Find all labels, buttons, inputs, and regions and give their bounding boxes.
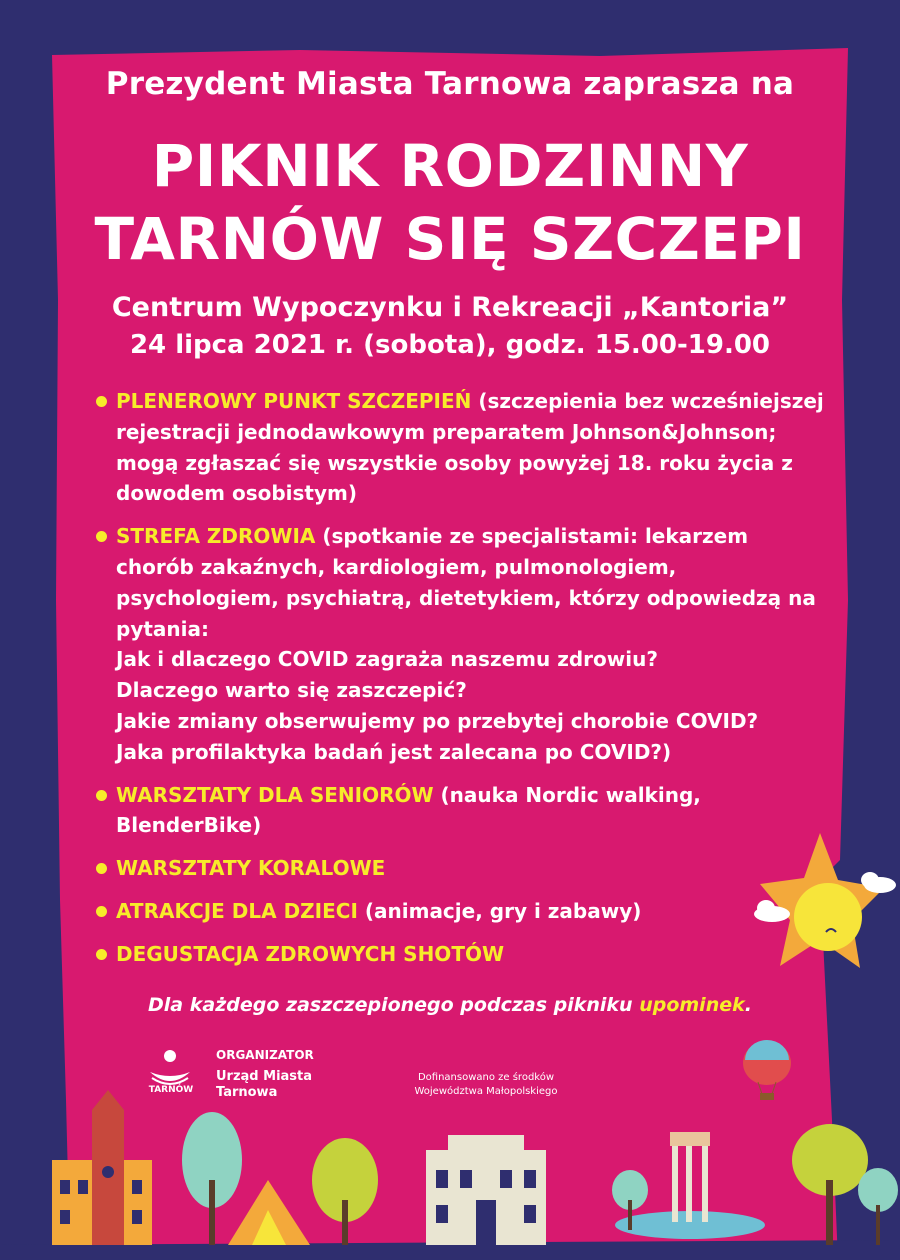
bullet-dot-icon <box>96 790 107 801</box>
list-item <box>96 853 826 884</box>
question-line: Dlaczego warto się zaszczepić? <box>116 678 467 703</box>
item-detail: (szczepienia bez wcześniejszej rejestracji jednodawkowym preparatem Johnson&Johnson; mogą zgłaszać się wszystkie osoby powyżej 18. roku życia z dowodem osobistym) <box>116 389 824 506</box>
question-line: Jaka profilaktyka badań jest zalecana po COVID?) <box>116 739 672 764</box>
item-detail: (nauka Nordic walking, BlenderBike) <box>116 782 701 838</box>
date-text: 24 lipca 2021 r. (sobota), godz. 15.00-19.00 <box>129 330 771 360</box>
question-line: Jak i dlaczego COVID zagraża naszemu zdrowiu? <box>116 647 658 672</box>
castle-building-icon <box>426 1135 546 1245</box>
list-item <box>96 939 826 970</box>
funding-line-1: Dofinansowano ze środków <box>417 1072 555 1083</box>
item-detail: (animacje, gry i zabawy) <box>357 898 642 923</box>
tree-icon <box>858 1168 898 1245</box>
tagline-end: . <box>744 994 752 1016</box>
venue-text: Centrum Wypoczynku i Rekreacji „Kantoria” <box>111 292 789 323</box>
item-detail: (spotkanie ze specjalistami: lekarzem chorób zakaźnych, kardiologiem, pulmonologiem, psychologiem, psychiatrą, dietetykiem, którzy odpowiedzą na pytania: <box>116 524 816 641</box>
organizer-name: Urząd Miasta Tarnowa <box>216 1069 313 1100</box>
attractions-list <box>96 386 826 982</box>
item-highlight: ATRAKCJE DLA DZIECI <box>116 898 358 923</box>
invite-heading: Prezydent Miasta Tarnowa zaprasza na <box>105 66 795 102</box>
funding-line-2: Województwa Małopolskiego <box>414 1086 558 1097</box>
item-highlight: DEGUSTACJA ZDROWYCH SHOTÓW <box>116 941 505 966</box>
list-item <box>96 896 826 927</box>
title-line-1: PIKNIK RODZINNY <box>151 132 749 200</box>
bullet-dot-icon <box>96 906 107 917</box>
tagline-highlight: upominek <box>639 994 745 1016</box>
tagline-text: Dla każdego zaszczepionego podczas pikniku <box>148 994 640 1016</box>
bullet-dot-icon <box>96 531 107 542</box>
list-item <box>96 386 826 509</box>
bullet-dot-icon <box>96 863 107 874</box>
bullet-dot-icon <box>96 396 107 407</box>
item-highlight: PLENEROWY PUNKT SZCZEPIEŃ <box>116 389 472 413</box>
list-item <box>96 780 826 842</box>
organizer-label: ORGANIZATOR <box>216 1048 314 1062</box>
bullet-dot-icon <box>96 949 107 960</box>
question-line: Jakie zmiany obserwujemy po przebytej chorobie COVID? <box>116 708 759 733</box>
title-line-2: TARNÓW SIĘ SZCZEPI <box>94 205 806 273</box>
item-highlight: WARSZTATY KORALOWE <box>116 856 386 881</box>
logo-caption: TARNÓW <box>148 1085 194 1095</box>
funding-note <box>386 1071 586 1099</box>
list-item <box>96 521 826 767</box>
item-highlight: STREFA ZDROWIA <box>116 524 316 549</box>
gift-tagline <box>0 994 900 1016</box>
item-highlight: WARSZTATY DLA SENIORÓW <box>116 782 434 807</box>
